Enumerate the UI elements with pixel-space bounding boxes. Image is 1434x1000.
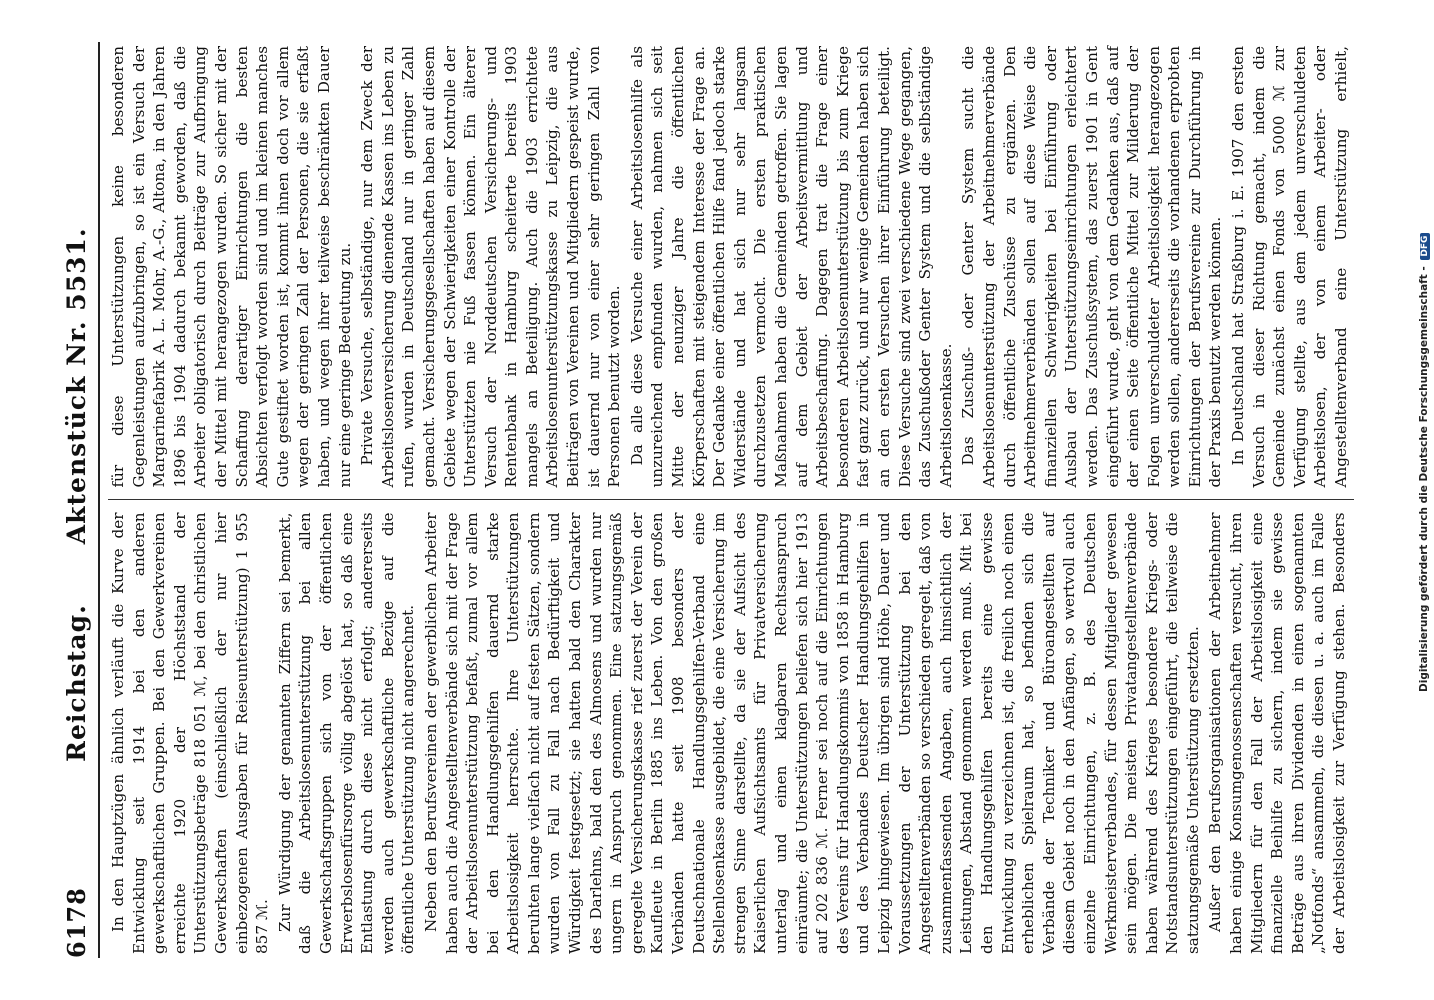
publication-name: Reichstag.	[61, 604, 91, 762]
dfg-logo: DFG	[1420, 233, 1430, 260]
stamp-label: Digitalisierung gefördert durch die Deutsche Forschungsgemeinschaft -	[1418, 266, 1430, 692]
digitization-stamp	[1414, 2, 1434, 702]
paragraph: Neben den Berufsvereinen der gewerblichen Arbeiter haben auch die Angestelltenverbände sich mit der Frage der Arbeitslosenunterstützung befaßt, zumal vor allem bei den Handlungsgehilfen dauernd starke Arbeitslosigkeit herrschte. Ihre Unterstützungen beruhten lange vielfach nicht auf festen Sätzen, sondern wurden von Fall zu Fall nach Bedürftigkeit und Würdigkeit festgesetzt; sie hatten bald den Charakter des Darlehns, bald den des Almosens und wurden nur ungern in Anspruch genommen. Eine satzungsgemäß geregelte Versicherungskasse rief zuerst der Verein der Kaufleute in Berlin 1885 ins Leben. Von den großen Verbänden hatte seit 1908 besonders der Deutschnationale Handlungsgehilfen-Verband eine Stellenlosenkasse ausgebildet, die eine Versicherung im strengen Sinne darstellte, da sie der Aufsicht des Kaiserlichen Aufsichtsamts für Privatversicherung unterlag und einen klagbaren Rechtsanspruch einräumte; die Unterstützungen beliefen sich hier 1913 auf 202 836 ℳ. Ferner sei noch auf die Einrichtungen des Vereins für Handlungskommis von 1858 in Hamburg und des Verbandes Deutscher Handlungsgehilfen in Leipzig hingewiesen. Im übrigen sind Höhe, Dauer und Voraussetzungen der Unterstützung bei den Angestelltenverbänden so verschieden geregelt, daß von zusammenfassenden Angaben, auch hinsichtlich der Leistungen, Abstand genommen werden muß. Mit bei den Handlungsgehilfen bereits eine gewisse Entwicklung zu verzeichnen ist, die freilich noch einen erheblichen Spielraum hat, so befinden sich die Verbände der Techniker und Büroangestellten auf diesem Gebiet noch in den Anfängen, so wertvoll auch einzelne Einrichtungen, z. B. des Deutschen Werkmeisterverbandes, für dessen Mitglieder gewesen sein mögen. Die meisten Privatangestelltenverbände haben während des Krieges besondere Kriegs- oder Notstandsunterstützungen eingeführt, die teilweise die satzungsgemäße Unterstützung ersetzten.	[421, 512, 1202, 954]
left-column	[108, 500, 1354, 959]
paragraph: für diese Unterstützungen keine besonderen Gegenleistungen aufzubringen, so ist ein Versuch der Margarinefabrik A. L. Mohr, A.-G., Altona, in den Jahren 1896 bis 1904 dadurch bekannt geworden, daß die Arbeiter obligatorisch durch Beiträge zur Aufbringung der Mittel mit herangezogen wurden. So sicher mit der Schaffung derartiger Einrichtungen die besten Absichten verfolgt worden sind und im kleinen manches Gute gestiftet worden ist, kommt ihnen doch vor allem wegen der geringen Zahl der Personen, die sie erfaßt haben, und wegen ihrer teilweise beschränkten Dauer nur eine geringe Bedeutung zu.	[109, 46, 354, 488]
text-columns	[108, 42, 1354, 958]
paragraph: Da alle diese Versuche einer Arbeitslosenhilfe als unzureichend empfunden wurden, nahmen sich seit Mitte der neunziger Jahre die öffentlichen Körperschaften mit steigendem Interesse der Frage an. Der Gedanke einer öffentlichen Hilfe fand jedoch starke Widerstände und hat sich nur sehr langsam durchzusetzen vermocht. Die ersten praktischen Maßnahmen haben die Gemeinden getroffen. Sie lagen auf dem Gebiet der Arbeitsvermittlung und Arbeitsbeschaffung. Dagegen trat die Frage einer besonderen Arbeitslosenunterstützung bis zum Kriege fast ganz zurück, und nur wenige Gemeinden haben sich an den ersten Versuchen ihrer Einführung beteiligt. Diese Versuche sind zwei verschiedene Wege gegangen, das Zuschußoder Genter System und die selbständige Arbeitslosenkasse.	[627, 46, 955, 488]
paragraph: Zur Würdigung der genannten Ziffern sei bemerkt, daß die Arbeitslosenunterstützung bei allen Gewerkschaftsgruppen sich von der öffentlichen Erwerbslosenfürsorge völlig abgelöst hat, so daß eine Entlastung durch diese nicht erfolgt; andererseits werden auch gewerkschaftliche Bezüge auf die öffentliche Unterstützung nicht angerechnet.	[275, 512, 418, 954]
page-number: 6178	[61, 887, 91, 958]
paragraph: Private Versuche, selbständige, nur dem Zweck der Arbeitslosenversicherung dienende Kassen ins Leben zu rufen, wurden in Deutschland nur in geringer Zahl gemacht. Versicherungsgesellschaften haben auf diesem Gebiete wegen der Schwierigkeiten einer Kontrolle der Unterstützten nie Fuß fassen können. Ein älterer Versuch der Norddeutschen Versicherungs- und Rentenbank in Hamburg scheiterte bereits 1903 mangels an Beteiligung. Auch die 1903 errichtete Arbeitslosenunterstützungskasse zu Leipzig, die aus Beiträgen von Vereinen und Mitgliedern gespeist wurde, ist dauernd nur von einer sehr geringen Zahl von Personen benutzt worden.	[358, 46, 624, 488]
paragraph: Außer den Berufsorganisationen der Arbeitnehmer haben einige Konsumgenossenschaften versucht, ihren Mitgliedern für den Fall der Arbeitslosigkeit eine finanzielle Beihilfe zu sichern, indem sie gewisse Beträge aus ihren Dividenden in einen sogenannten „Notfonds“ ansammeln, die diesen u. a. auch im Falle der Arbeitslosigkeit zur Verfügung stehen. Besonders hervorzuheben ist eine derartige Einrichtung des	[1206, 512, 1354, 954]
paragraph: Das Zuschuß- oder Genter System sucht die Arbeitslosenunterstützung der Arbeitnehmerverbände durch öffentliche Zuschüsse zu ergänzen. Den Arbeitnehmerverbänden sollen auf diese Weise die finanziellen Schwierigkeiten bei Einführung oder Ausbau der Unterstützungseinrichtungen erleichtert werden. Das Zuschußsystem, das zuerst 1901 in Gent eingeführt wurde, geht von dem Gedanken aus, daß auf der einen Seite öffentliche Mittel zur Milderung der Folgen unverschuldeter Arbeitslosigkeit herangezogen werden sollen, andererseits die vorhandenen erprobten Einrichtungen der Berufsvereine zur Durchführung in der Praxis benutzt werden können.	[959, 46, 1225, 488]
running-title	[62, 227, 91, 761]
page-header	[56, 42, 96, 958]
paragraph: In Deutschland hat Straßburg i. E. 1907 den ersten Versuch in dieser Richtung gemacht, indem die Gemeinde zunächst einen Fonds von 5000 ℳ zur Verfügung stellte, aus dem jedem unverschuldeten Arbeitslosen, der von einem Arbeiter- oder Angestelltenverband eine Unterstützung erhielt,	[1229, 46, 1351, 488]
right-column	[108, 42, 1354, 500]
digitization-stamp-text	[1418, 2, 1430, 692]
paragraph: In den Hauptzügen ähnlich verläuft die Kurve der Entwicklung seit 1914 bei den anderen gewerkschaftlichen Gruppen. Bei den Gewerkvereinen erreichte 1920 der Höchststand der Unterstützungsbeträge 818 051 ℳ, bei den christlichen Gewerkschaften (einschließlich der nur hier einbezogenen Ausgaben für Reiseunterstützung) 1 955 857 ℳ.	[109, 512, 272, 954]
header-rule	[98, 42, 100, 958]
document-number: Aktenstück Nr. 5531.	[61, 227, 91, 545]
